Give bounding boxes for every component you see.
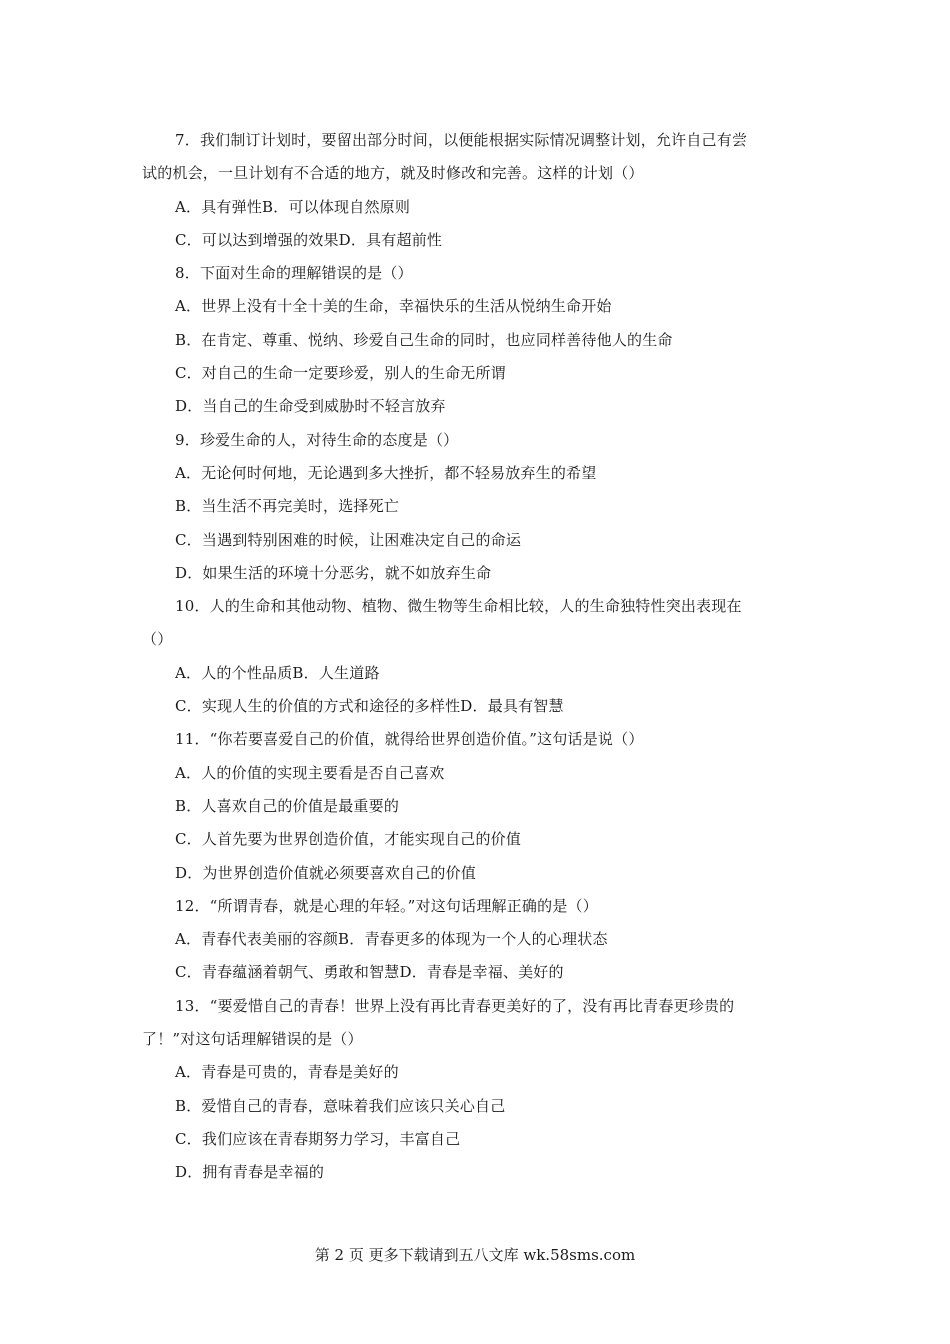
question-9-option-a: A．无论何时何地，无论遇到多大挫折，都不轻易放弃生的希望 <box>175 463 597 482</box>
question-8-stem: 8．下面对生命的理解错误的是（） <box>175 264 413 283</box>
question-8-option-c: C．对自己的生命一定要珍爱，别人的生命无所谓 <box>175 364 506 383</box>
question-10-option-line-1: A．人的个性品质B．人生道路 <box>175 663 380 682</box>
question-8-option-b: B．在肯定、尊重、悦纳、珍爱自己生命的同时，也应同样善待他人的生命 <box>175 330 673 349</box>
question-11-option-b: B．人喜欢自己的价值是最重要的 <box>175 796 400 815</box>
question-13-stem-line-2: 了！”对这句话理解错误的是（） <box>142 1030 363 1049</box>
question-12-stem: 12．“所谓青春，就是心理的年轻。”对这句话理解正确的是（） <box>175 896 598 915</box>
question-12-option-line-2: C．青春蕴涵着朝气、勇敢和智慧D．青春是幸福、美好的 <box>175 963 564 982</box>
question-13-option-b: B．爱惜自己的青春，意味着我们应该只关心自己 <box>175 1096 506 1115</box>
question-10-stem-line-2: （） <box>142 630 173 649</box>
question-13-option-a: A．青春是可贵的，青春是美好的 <box>175 1063 399 1082</box>
question-9-option-d: D．如果生活的环境十分恶劣，就不如放弃生命 <box>175 563 492 582</box>
question-11-option-a: A．人的价值的实现主要看是否自己喜欢 <box>175 763 445 782</box>
question-10-option-line-2: C．实现人生的价值的方式和途径的多样性D．最具有智慧 <box>175 697 564 716</box>
question-7-option-line-2: C．可以达到增强的效果D．具有超前性 <box>175 230 443 249</box>
question-7-stem-line-1: 7．我们制订计划时，要留出部分时间，以便能根据实际情况调整计划，允许自己有尝 <box>175 131 748 149</box>
question-11-stem: 11．“你若要喜爱自己的价值，就得给世界创造价值。”这句话是说（） <box>175 730 644 749</box>
question-7-stem-line-2: 试的机会，一旦计划有不合适的地方，就及时修改和完善。这样的计划（） <box>142 164 644 183</box>
question-11-option-c: C．人首先要为世界创造价值，才能实现自己的价值 <box>175 830 522 849</box>
question-9-option-b: B．当生活不再完美时，选择死亡 <box>175 497 400 516</box>
question-8-option-a: A．世界上没有十全十美的生命，幸福快乐的生活从悦纳生命开始 <box>175 297 612 316</box>
question-13-option-d: D．拥有青春是幸福的 <box>175 1163 325 1182</box>
question-13-stem-line-1: 13．“要爱惜自己的青春！世界上没有再比青春更美好的了，没有再比青春更珍贵的 <box>175 996 735 1015</box>
question-12-option-line-1: A．青春代表美丽的容颜B．青春更多的体现为一个人的心理状态 <box>175 930 608 949</box>
question-9-option-c: C．当遇到特别困难的时候，让困难决定自己的命运 <box>175 530 522 549</box>
page-footer: 第 2 页 更多下载请到五八文库 wk.58sms.com <box>314 1246 636 1264</box>
question-13-option-c: C．我们应该在青春期努力学习，丰富自己 <box>175 1129 461 1148</box>
question-7-option-line-1: A．具有弹性B．可以体现自然原则 <box>175 197 411 216</box>
question-10-stem-line-1: 10．人的生命和其他动物、植物、微生物等生命相比较，人的生命独特性突出表现在 <box>175 597 742 616</box>
question-11-option-d: D．为世界创造价值就必须要喜欢自己的价值 <box>175 863 477 882</box>
question-list <box>142 124 822 1190</box>
question-9-stem: 9．珍爱生命的人，对待生命的态度是（） <box>175 430 459 449</box>
question-8-option-d: D．当自己的生命受到威胁时不轻言放弃 <box>175 397 446 416</box>
